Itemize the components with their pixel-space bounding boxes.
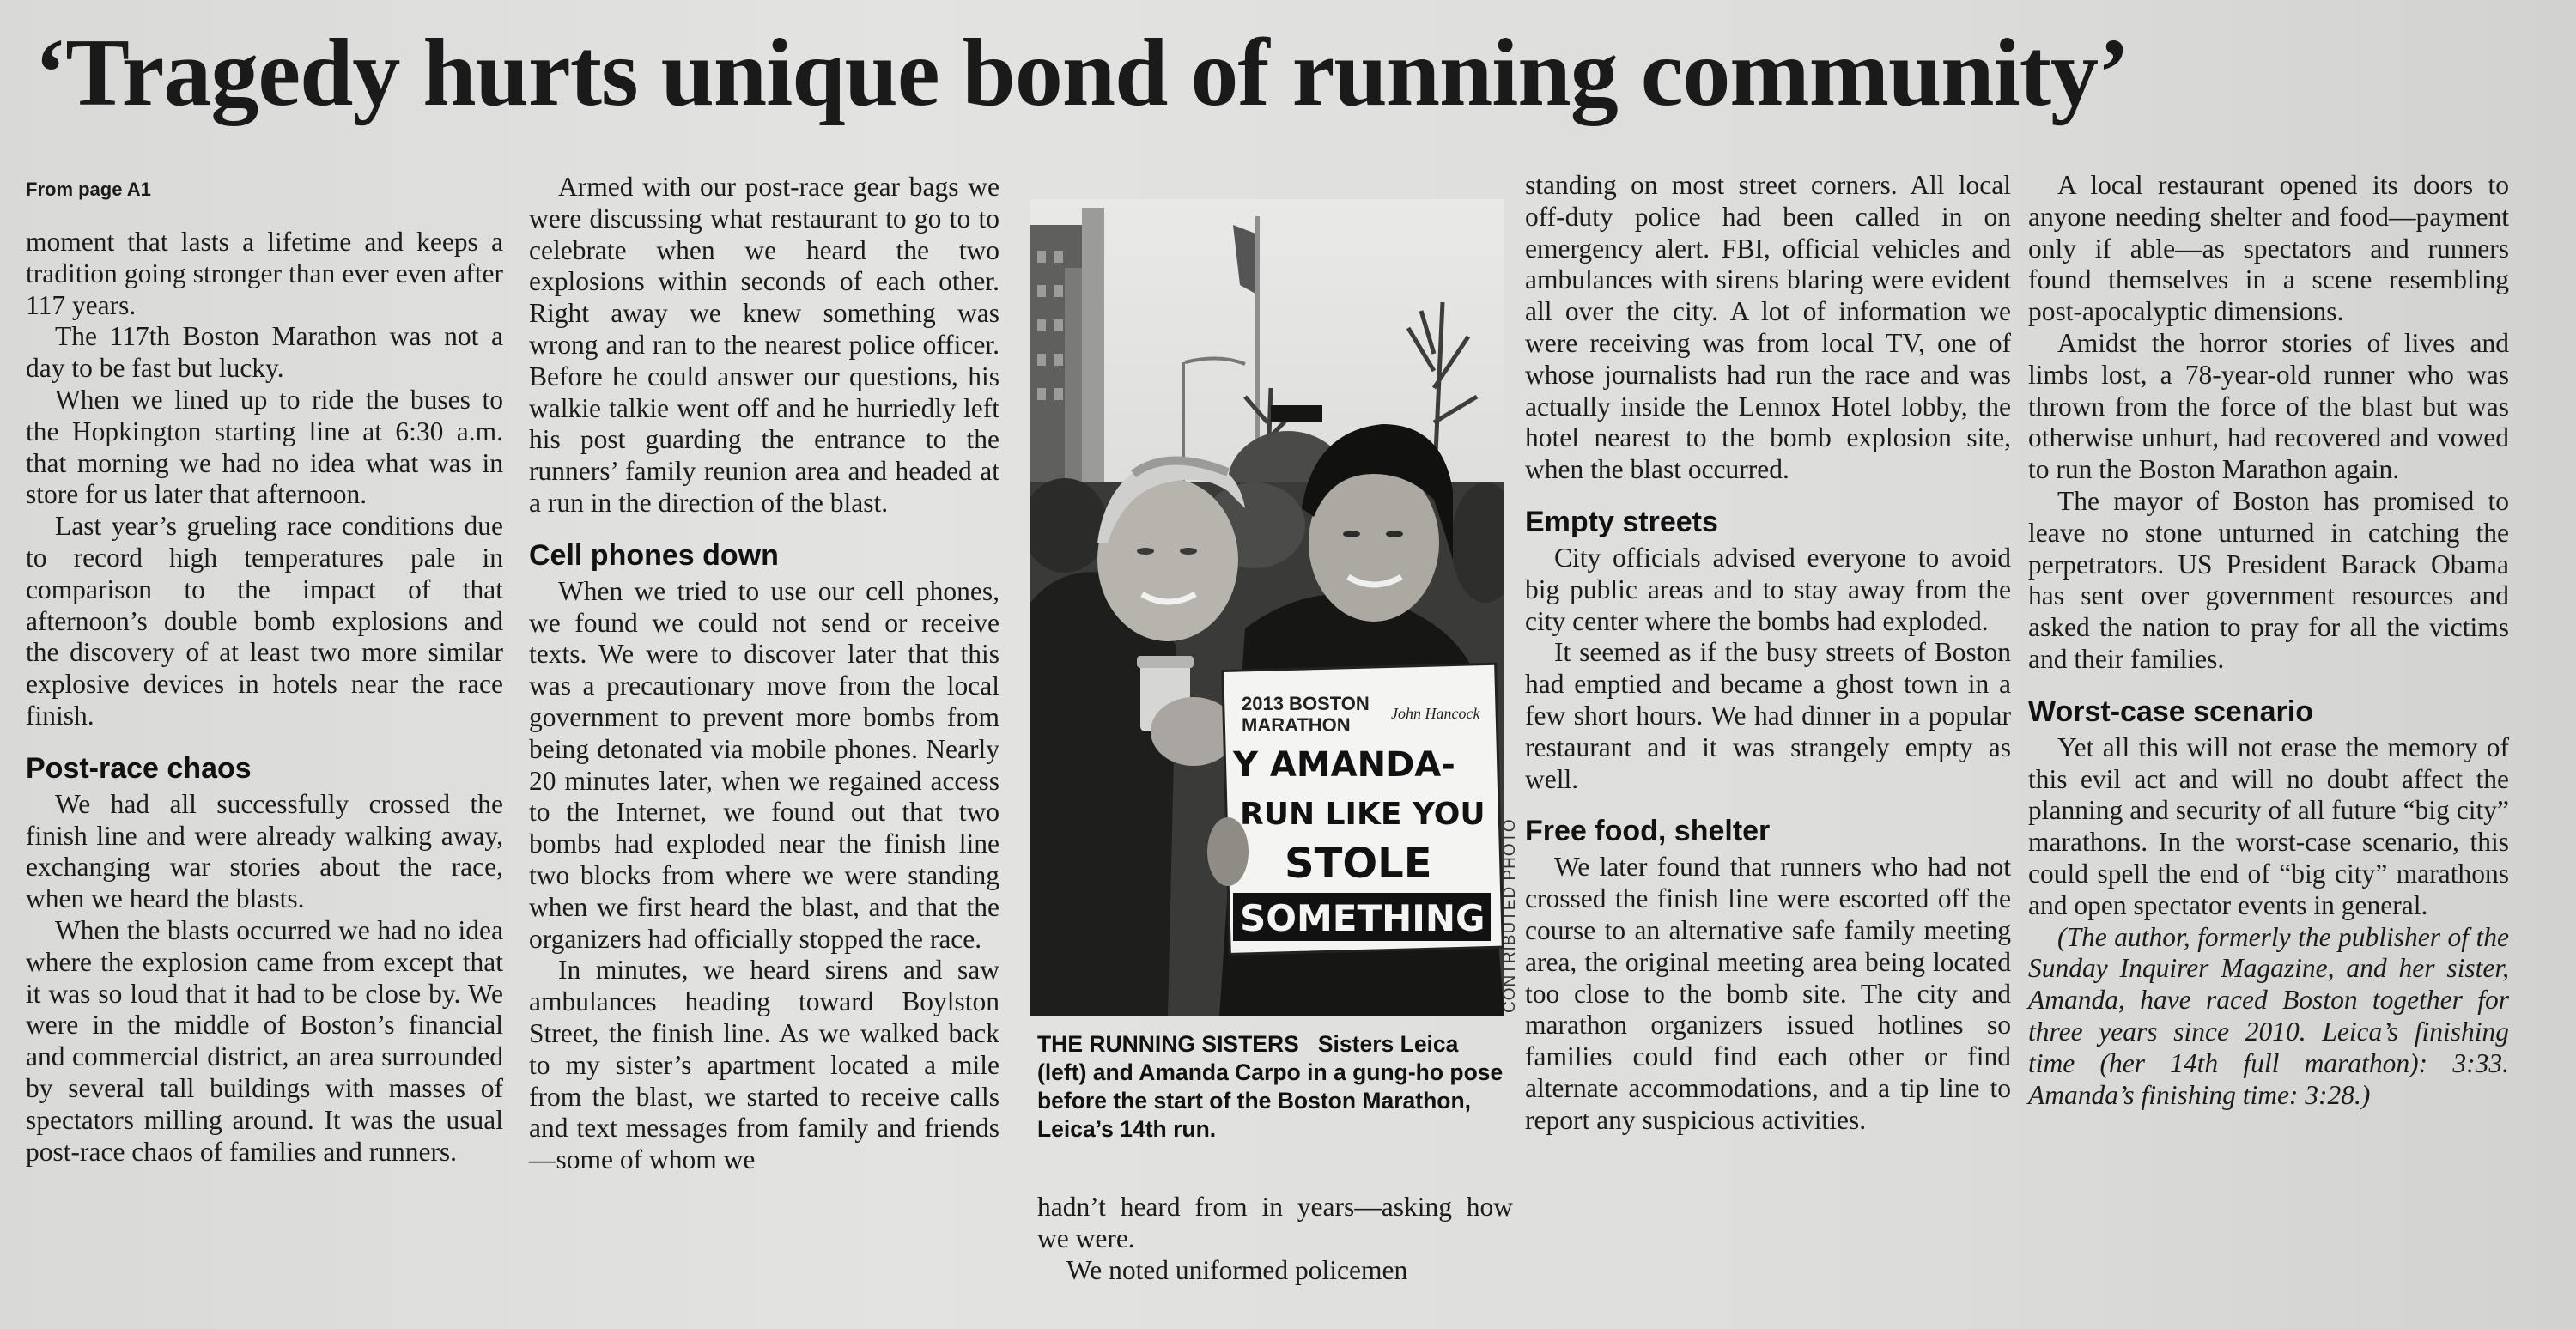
subhead: Empty streets bbox=[1525, 505, 1718, 538]
paragraph: It seemed as if the busy streets of Boston had emptied and became a ghost town in a few short hours. We had dinner in a popular restaurant and it was strangely empty as well. bbox=[1525, 637, 2011, 794]
article-column-4 bbox=[2028, 170, 2509, 1111]
sign-heading-line-1: 2013 BOSTON bbox=[1242, 693, 1370, 714]
paragraph: hadn’t heard from in years—asking how we were. bbox=[1037, 1192, 1513, 1253]
paragraph: When the blasts occurred we had no idea where the explosion came from except that it was so loud that it had to be close by. We were in the middle of Boston’s financial and commercial district, an area surrounded by several tall buildings with masses of spectators milling around. It was the usual post-race chaos of families and runners. bbox=[26, 914, 503, 1167]
article-column-2 bbox=[529, 172, 999, 1176]
paragraph: We had all successfully crossed the finish line and were already walking away, exchanging war stories about the race, when we heard the blasts. bbox=[26, 788, 503, 914]
headline: ‘Tragedy hurts unique bond of running community’ bbox=[34, 20, 2129, 126]
subhead: Cell phones down bbox=[529, 538, 779, 572]
paragraph: In minutes, we heard sirens and saw ambulances heading toward Boylston Street, the finish line. As we walked back to my sister’s apartment located a mile from the blast, we started to receive calls and text messages from family and friends—some of whom we bbox=[529, 955, 999, 1175]
caption-head: THE RUNNING SISTERS bbox=[1037, 1031, 1299, 1057]
photo-credit: CONTRIBUTED PHOTO bbox=[1501, 818, 1519, 1013]
photo-illustration bbox=[1030, 199, 1504, 1016]
paragraph: standing on most street corners. All local off-duty police had been called in on emergency alert. FBI, official vehicles and ambulances with sirens blaring were evident all over the city. A lot of information we were receiving was from local TV, one of whose journalists had run the race and was actually inside the Lennox Hotel lobby, the hotel nearest to the bomb explosion site, when the blast occurred. bbox=[1525, 170, 2011, 485]
article-column-3 bbox=[1525, 170, 2011, 1137]
paragraph: The 117th Boston Marathon was not a day to be fast but lucky. bbox=[26, 321, 503, 384]
paragraph: We noted uniformed policemen bbox=[1066, 1254, 1408, 1285]
sign-signature: John Hancock bbox=[1391, 705, 1480, 722]
sign-message-line-1: Y AMANDA- bbox=[1233, 745, 1455, 785]
paragraph: When we lined up to ride the buses to the Hopkington starting line at 6:30 a.m. that morning we had no idea what was in store for us later that afternoon. bbox=[26, 384, 503, 510]
paragraph: Yet all this will not erase the memory of this evil act and will no doubt affect the planning and security of all future “big city” marathons. In the worst-case scenario, this could spell the end of “big city” marathons and open spectator events in general. bbox=[2028, 731, 2509, 920]
sign-message-line-2: RUN LIKE YOU bbox=[1240, 797, 1485, 832]
paragraph: Amidst the horror stories of lives and limbs lost, a 78-year-old runner who was thrown from the force of the blast but was otherwise unhurt, had recovered and vowed to run the Boston Marathon again. bbox=[2028, 327, 2509, 485]
paragraph: We later found that runners who had not crossed the finish line were escorted off the course to an alternative safe family meeting area, the original meeting area being located too close to the bomb site. The city and marathon organizers issued hotlines so families could find each other or find alternate accommodations, and a tip line to report any suspicious activities. bbox=[1525, 852, 2011, 1135]
paragraph: A local restaurant opened its doors to anyone needing shelter and food—payment only if able—as spectators and runners found themselves in a scene resembling post-apocalyptic dimensions. bbox=[2028, 170, 2509, 327]
paragraph: Last year’s grueling race conditions due to record high temperatures pale in comparison to the impact of that afternoon’s double bomb explosions and the discovery of at least two more similar explosive devices in hotels near the race finish. bbox=[26, 511, 503, 731]
subhead: Worst-case scenario bbox=[2028, 695, 2313, 728]
paragraph: City officials advised everyone to avoid big public areas and to stay away from the city center where the bombs had exploded. bbox=[1525, 542, 2011, 636]
sign-message-line-4: SOMETHING bbox=[1240, 897, 1485, 939]
article-continued-under-photo bbox=[1037, 1192, 1513, 1286]
paragraph: When we tried to use our cell phones, we found we could not send or receive texts. We were to discover later that this was a precautionary move from the local government to prevent more bombs from being detonated via mobile phones. Nearly 20 minutes later, when we regained access to the Internet, we found out that two bombs had exploded near the finish line two blocks from where we were standing when we first heard the blast, and that the organizers had officially stopped the race. bbox=[529, 575, 999, 954]
subhead: Post-race chaos bbox=[26, 751, 252, 785]
jump-line: From page A1 bbox=[26, 179, 151, 200]
caption-body: Sisters Leica (left) and Amanda Carpo in a gung-ho pose before the start of the Boston Marathon, Leica’s 14th run. bbox=[1037, 1031, 1504, 1142]
sign-message-line-3: STOLE bbox=[1285, 840, 1432, 888]
article-column-1 bbox=[26, 172, 503, 1168]
author-note: (The author, formerly the publisher of the Sunday Inquirer Magazine, and her sister, Amanda, have raced Boston together for three years since 2010. Leica’s finishing time (her 14th full marathon): 3:33. Amanda’s finishing time: 3:28.) bbox=[2028, 921, 2509, 1110]
photo-caption bbox=[1037, 1030, 1510, 1144]
paragraph: Armed with our post-race gear bags we were discussing what restaurant to go to to celebrate when we heard the two explosions within seconds of each other. Right away we knew something was wrong and ran to the nearest police officer. Before he could answer our questions, his walkie talkie went off and he hurriedly left his post guarding the entrance to the runners’ family reunion area and headed at a run in the direction of the blast. bbox=[529, 172, 999, 518]
paragraph: The mayor of Boston has promised to leave no stone unturned in catching the perpetrators. US President Barack Obama has sent over government resources and asked the nation to pray for all the victims and their families. bbox=[2028, 485, 2509, 674]
subhead: Free food, shelter bbox=[1525, 815, 1771, 848]
paragraph: moment that lasts a lifetime and keeps a tradition going stronger than ever even after 117 years. bbox=[26, 227, 503, 320]
sign-heading-line-2: MARATHON bbox=[1242, 714, 1351, 736]
photo-running-sisters bbox=[1030, 199, 1504, 1016]
